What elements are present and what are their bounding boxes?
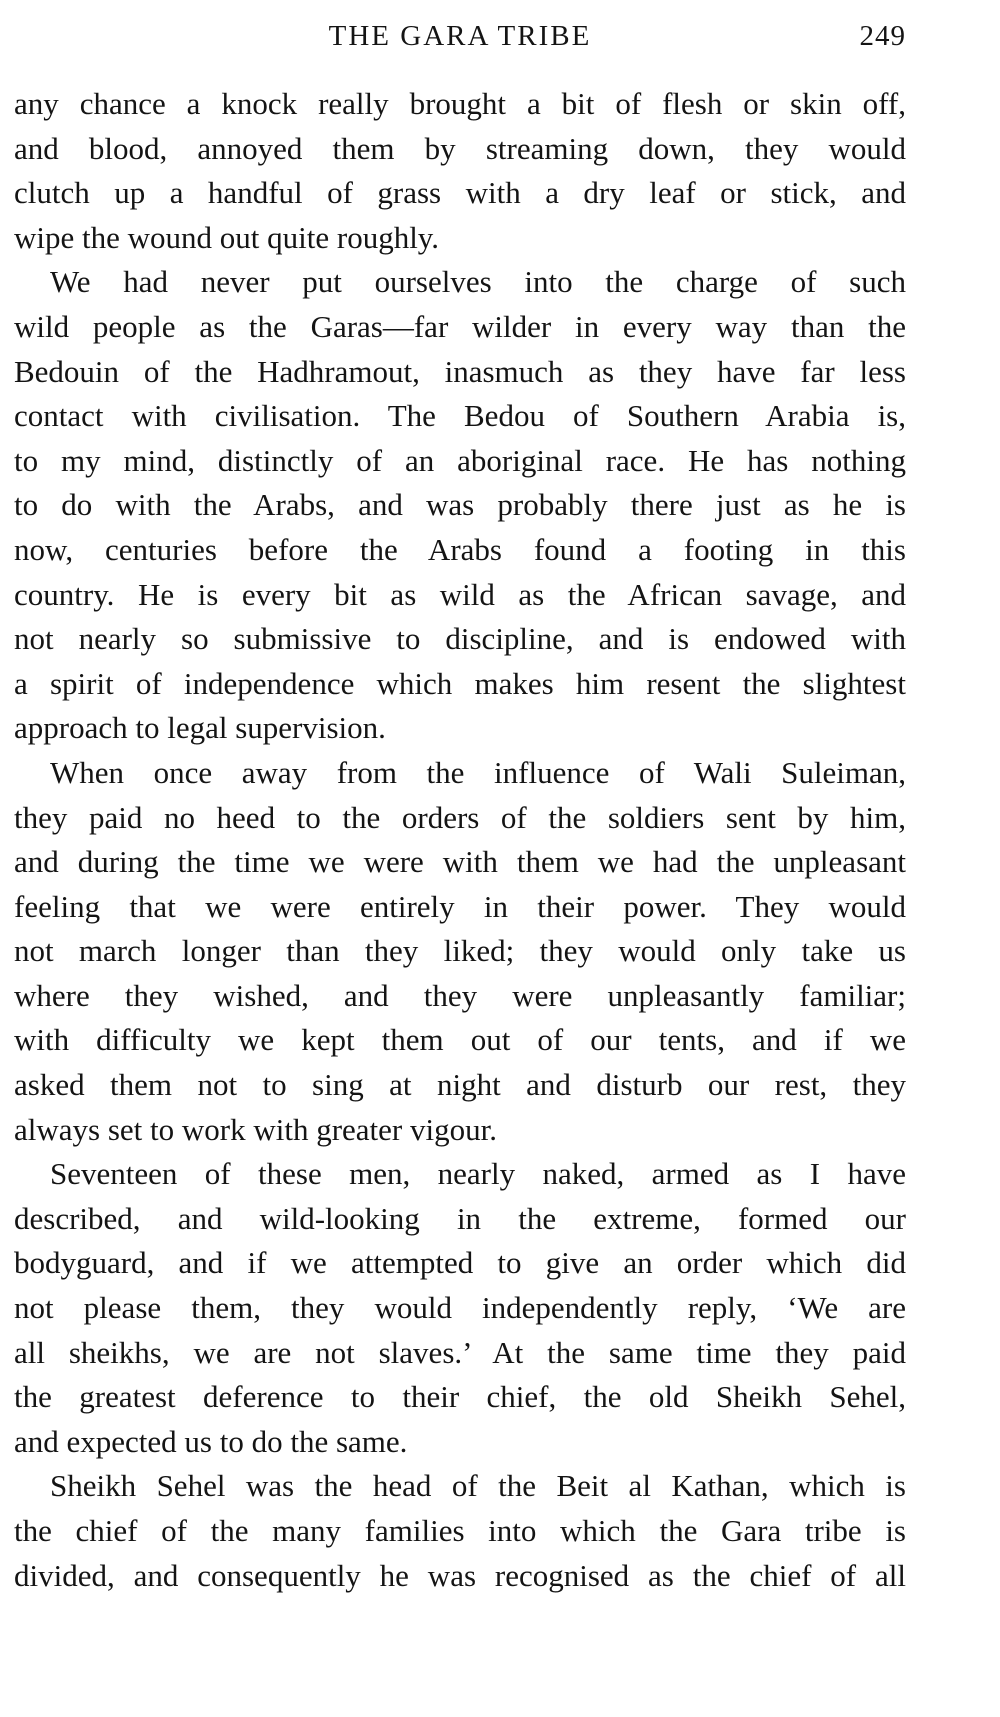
text-line: and during the time we were with them we had the unpleasant bbox=[14, 844, 906, 880]
text-line: wild people as the Garas—far wilder in every way than the bbox=[14, 308, 906, 344]
paragraph bbox=[14, 260, 906, 751]
page-number: 249 bbox=[859, 20, 906, 52]
text-line: contact with civilisation. The Bedou of Southern Arabia is, bbox=[14, 398, 906, 434]
text-line: divided, and consequently he was recognised as the chief of all bbox=[14, 1557, 906, 1593]
text-line: they paid no heed to the orders of the soldiers sent by him, bbox=[14, 799, 906, 835]
paragraph bbox=[14, 751, 906, 1152]
text-line: We had never put ourselves into the charge of such bbox=[50, 264, 906, 300]
text-line: wipe the wound out quite roughly. bbox=[14, 219, 440, 255]
text-line: Sheikh Sehel was the head of the Beit al Kathan, which is bbox=[50, 1468, 906, 1504]
text-line: the chief of the many families into which the Gara tribe is bbox=[14, 1513, 906, 1548]
text-line: all sheikhs, we are not slaves.’ At the same time they paid bbox=[14, 1334, 906, 1370]
text-line: to do with the Arabs, and was probably there just as he is bbox=[14, 487, 906, 523]
paragraph bbox=[14, 1152, 906, 1464]
text-line: described, and wild-looking in the extreme, formed our bbox=[14, 1200, 906, 1236]
text-line: now, centuries before the Arabs found a footing in this bbox=[14, 531, 906, 567]
text-line: feeling that we were entirely in their power. They would bbox=[14, 888, 906, 924]
chapter-running-title: THE GARA TRIBE bbox=[328, 20, 592, 52]
text-line: not march longer than they liked; they would only take us bbox=[14, 933, 906, 969]
text-line: to my mind, distinctly of an aboriginal race. He has nothing bbox=[14, 442, 906, 478]
running-header bbox=[14, 20, 906, 64]
text-line: and blood, annoyed them by streaming down, they would bbox=[14, 130, 906, 166]
text-line: a spirit of independence which makes him resent the slightest bbox=[14, 665, 906, 701]
body-text bbox=[14, 82, 906, 1598]
text-line: not nearly so submissive to discipline, and is endowed with bbox=[14, 621, 906, 657]
text-line: When once away from the influence of Wali Suleiman, bbox=[50, 754, 906, 790]
text-line: any chance a knock really brought a bit of flesh or skin off, bbox=[14, 86, 906, 121]
text-line: Bedouin of the Hadhramout, inasmuch as they have far less bbox=[14, 353, 906, 389]
text-line: the greatest deference to their chief, the old Sheikh Sehel, bbox=[14, 1379, 906, 1415]
text-line: bodyguard, and if we attempted to give an order which did bbox=[14, 1245, 906, 1281]
paragraph bbox=[14, 82, 906, 260]
paragraph bbox=[14, 1464, 906, 1598]
text-line: with difficulty we kept them out of our tents, and if we bbox=[14, 1022, 906, 1058]
text-line: country. He is every bit as wild as the African savage, and bbox=[14, 576, 906, 612]
text-line: always set to work with greater vigour. bbox=[14, 1111, 497, 1147]
text-line: not please them, they would independently reply, ‘We are bbox=[14, 1290, 906, 1326]
text-line: and expected us to do the same. bbox=[14, 1423, 408, 1459]
text-line: approach to legal supervision. bbox=[14, 710, 386, 746]
text-line: where they wished, and they were unpleasantly familiar; bbox=[14, 977, 906, 1013]
text-line: Seventeen of these men, nearly naked, armed as I have bbox=[50, 1156, 906, 1192]
text-line: asked them not to sing at night and disturb our rest, they bbox=[14, 1067, 906, 1103]
text-line: clutch up a handful of grass with a dry leaf or stick, and bbox=[14, 175, 906, 211]
